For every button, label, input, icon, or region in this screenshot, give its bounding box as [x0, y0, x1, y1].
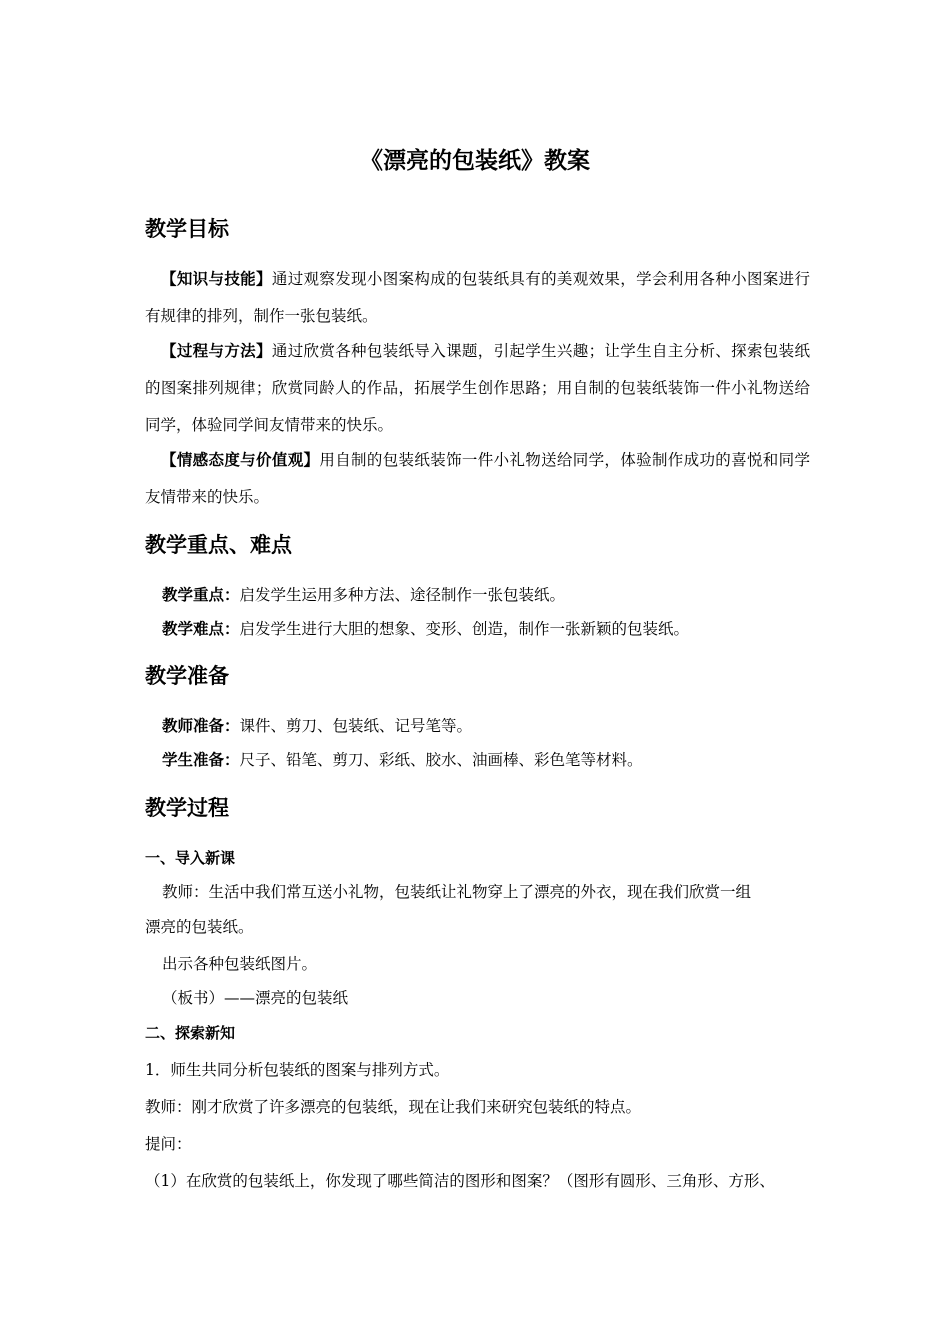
section-explore-heading: 二、探索新知 — [145, 1024, 236, 1042]
goal-text: 通过欣赏各种包装纸导入课题，引起学生兴趣；让学生自主分析、探索包装纸的图案排列规律；欣赏同龄人的作品，拓展学生创作思路；用自制的包装纸装饰一件小礼物送给同学，体验同学间友情带来的快乐。 — [145, 342, 810, 434]
key-point-label: 教学难点： — [162, 620, 240, 638]
key-point-text: 启发学生运用多种方法、途径制作一张包装纸。 — [239, 586, 566, 604]
key-point-label: 教学重点： — [162, 586, 240, 604]
goal-process-method — [145, 333, 810, 444]
explore-line-4: （1）在欣赏的包装纸上，你发现了哪些简洁的图形和图案？（图形有圆形、三角形、方形、 — [145, 1172, 775, 1190]
heading-preparation: 教学准备 — [145, 664, 229, 688]
section-intro-heading: 一、导入新课 — [145, 849, 236, 867]
explore-line-3: 提问： — [145, 1135, 192, 1153]
key-point-focus — [145, 583, 842, 607]
goal-label: 【知识与技能】 — [161, 270, 272, 288]
prep-teacher — [145, 714, 842, 738]
goal-label: 【情感态度与价值观】 — [161, 451, 320, 469]
explore-line-2: 教师：刚才欣赏了许多漂亮的包装纸，现在让我们来研究包装纸的特点。 — [145, 1098, 642, 1116]
heading-key-points: 教学重点、难点 — [145, 533, 292, 557]
prep-label: 教师准备： — [162, 717, 240, 735]
key-point-difficulty — [145, 617, 842, 641]
goal-text: 通过观察发现小图案构成的包装纸具有的美观效果，学会利用各种小图案进行有规律的排列，制作一张包装纸。 — [145, 270, 810, 325]
goal-label: 【过程与方法】 — [161, 342, 272, 360]
intro-para-line1: 教师：生活中我们常互送小礼物，包装纸让礼物穿上了漂亮的外衣，现在我们欣赏一组 — [162, 883, 752, 901]
goal-text: 用自制的包装纸装饰一件小礼物送给同学，体验制作成功的喜悦和同学友情带来的快乐。 — [145, 451, 810, 506]
key-point-text: 启发学生进行大胆的想象、变形、创造，制作一张新颖的包装纸。 — [239, 620, 690, 638]
prep-label: 学生准备： — [162, 751, 240, 769]
goal-emotion-values — [145, 442, 810, 516]
intro-show-pictures: 出示各种包装纸图片。 — [162, 955, 318, 973]
explore-line-1: 1．师生共同分析包装纸的图案与排列方式。 — [145, 1061, 450, 1079]
intro-board-writing: （板书）——漂亮的包装纸 — [162, 989, 349, 1007]
prep-text: 课件、剪刀、包装纸、记号笔等。 — [239, 717, 473, 735]
document-title: 《漂亮的包装纸》教案 — [360, 148, 590, 174]
heading-process: 教学过程 — [145, 796, 229, 820]
prep-student — [145, 748, 842, 772]
heading-teaching-goals: 教学目标 — [145, 217, 229, 241]
intro-para-line2: 漂亮的包装纸。 — [145, 918, 254, 936]
goal-knowledge-skills — [145, 261, 810, 335]
prep-text: 尺子、铅笔、剪刀、彩纸、胶水、油画棒、彩色笔等材料。 — [239, 751, 643, 769]
